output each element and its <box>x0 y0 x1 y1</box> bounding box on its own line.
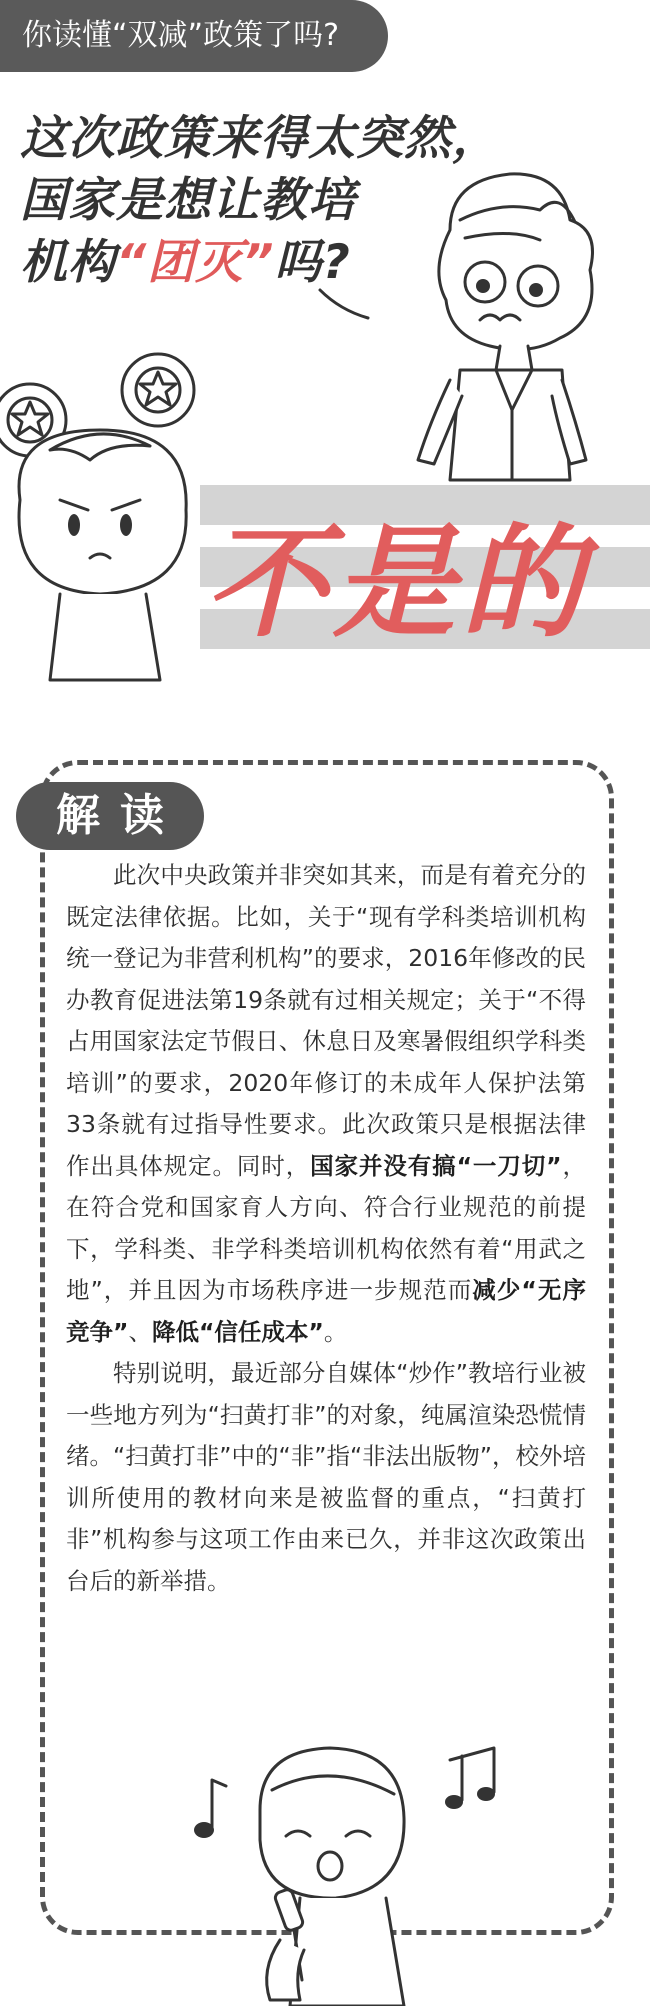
paragraph-1-bold-1: 国家并没有搞“一刀切” <box>310 1151 562 1180</box>
headline-line-1: 这次政策来得太突然， <box>20 111 500 166</box>
headline-line-3-start: 机构 <box>20 235 116 290</box>
paragraph-1-part-2: ，在符合党和国家育人方向、符合行业规范的前提下，学科类、非学科类培训机构依然有着“用武之地”，并且因为市场秩序进一步规范而 <box>66 1151 587 1304</box>
header-badge: 你读懂“双减”政策了吗? <box>0 0 388 72</box>
paragraph-1-part-3: 、 <box>128 1317 152 1346</box>
paragraph-1-bold-3: 降低“信任成本” <box>151 1317 324 1346</box>
paragraph-2: 特别说明，最近部分自媒体“炒作”教培行业被一些地方列为“扫黄打非”的对象，纯属渲染恐慌情绪。“扫黄打非”中的“非”指“非法出版物”，校外培训所使用的教材向来是被监督的重点，“扫黄打非”机构参与这项工作由来已久，并非这次政策出台后的新举措。 <box>66 1359 586 1595</box>
article-body <box>66 855 586 1602</box>
headline-line-2: 国家是想让教培 <box>20 173 356 228</box>
singing-boy-illustration <box>190 1740 520 2006</box>
confused-boy-illustration <box>300 160 640 490</box>
paragraph-1-part-1: 此次中央政策并非突如其来，而是有着充分的既定法律依据。比如，关于“现有学科类培训机构统一登记为非营利机构”的要求，2016年修改的民办教育促进法第19条就有过相关规定；关于“不得占用国家法定节假日、休息日及寒暑假组织学科类培训”的要求，2020年修订的未成年人保护法第33条就有过指导性要求。此次政策只是根据法律作出具体规定。同时， <box>66 861 586 1180</box>
paragraph-1 <box>66 855 586 1353</box>
answer-text: 不是的 <box>205 512 589 654</box>
paragraph-1-part-4: 。 <box>323 1317 348 1346</box>
section-label: 解读 <box>16 782 204 850</box>
angry-character-illustration <box>0 350 220 680</box>
paragraph-1-bold-2: 减少“无序竞争” <box>66 1276 586 1346</box>
headline-highlight: “团灭” <box>116 235 275 290</box>
headline-line-3-end: 吗? <box>274 235 351 290</box>
